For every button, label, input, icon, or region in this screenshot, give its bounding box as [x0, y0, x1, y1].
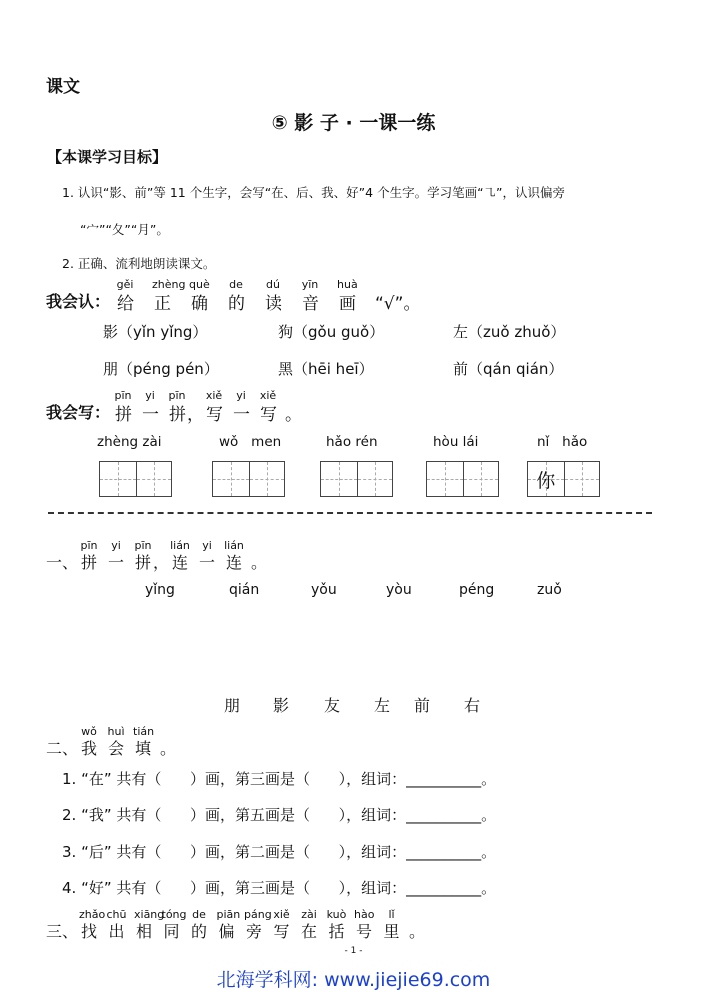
recognize-row-1-item-2 — [278, 321, 384, 342]
option-pinyin: （qán qián） — [468, 360, 564, 378]
instruction-char: 拼 — [81, 553, 98, 572]
section-3-number: 三、 — [46, 922, 79, 941]
match-pinyin-3[interactable]: yǒu — [311, 582, 337, 598]
pinyin-annotation: hào — [354, 908, 375, 921]
recognize-label: 我会认： — [46, 292, 111, 311]
instruction-char: 找 — [81, 922, 98, 941]
pinyin-annotation: yīn — [301, 278, 319, 291]
pinyin-annotation: yi — [111, 539, 121, 552]
instruction-char: 正 — [154, 294, 171, 314]
option-char: 朋 — [103, 360, 119, 378]
option-char: 狗 — [278, 323, 294, 341]
pinyin-annotation: páng — [244, 908, 272, 921]
footer-website[interactable]: 北海学科网: www.jiejie69.com — [216, 969, 491, 991]
instruction-char: 写 — [206, 405, 223, 425]
page-number: - 1 - — [344, 946, 363, 956]
pinyin-annotation: tóng — [161, 908, 187, 921]
fill-item-4[interactable]: 4. “好” 共有（ ）画，第三画是（ ），组词：__________。 — [62, 879, 497, 897]
instruction-char: 拼 — [169, 405, 186, 425]
instruction-tail: 。 — [251, 553, 268, 572]
writing-cell[interactable] — [564, 462, 600, 496]
pinyin-annotation: yi — [145, 389, 155, 402]
instruction-char: 确 — [191, 294, 208, 314]
instruction-char: 拼 — [115, 405, 132, 425]
instruction-char: 一 — [233, 405, 250, 425]
write-word-1-pinyin: zhèng zài — [97, 434, 162, 450]
pinyin-annotation: xiāng — [134, 908, 165, 921]
option-pinyin: （hēi heī） — [293, 360, 374, 378]
match-pinyin-1[interactable]: yǐng — [145, 582, 175, 598]
pinyin-annotation: de — [229, 278, 243, 291]
option-char: 影 — [103, 323, 119, 341]
section-label: 课文 — [46, 77, 80, 97]
write-word-2-pinyin: wǒ men — [219, 434, 282, 450]
writing-cell[interactable]: 你 — [528, 462, 564, 496]
pinyin-annotation: chū — [106, 908, 127, 921]
option-pinyin: （yǐn yǐng） — [118, 323, 208, 341]
pinyin-annotation: pīn — [114, 389, 132, 402]
match-char-2[interactable]: 影 — [273, 696, 290, 715]
option-char: 前 — [453, 360, 469, 378]
recognize-row-2-item-3 — [453, 358, 563, 379]
pinyin-annotation: pīn — [168, 389, 186, 402]
writing-box[interactable] — [527, 461, 600, 497]
instruction-char: 拼 — [135, 553, 152, 572]
instruction-period: 。 — [285, 405, 302, 425]
instruction-tail: 。 — [409, 922, 426, 941]
instruction-char: 同 — [163, 922, 180, 941]
match-char-5[interactable]: 前 — [414, 696, 431, 715]
writing-box[interactable] — [426, 461, 499, 497]
cut-line-divider — [48, 512, 652, 514]
instruction-char: 号 — [356, 922, 373, 941]
instruction-char: 画 — [339, 294, 356, 314]
write-label: 我会写： — [46, 403, 111, 422]
option-pinyin: （zuǒ zhuǒ） — [468, 323, 566, 341]
fill-item-2[interactable]: 2. “我” 共有（ ）画，第五画是（ ），组词：__________。 — [62, 806, 497, 824]
instruction-char: 给 — [117, 294, 134, 314]
match-pinyin-2[interactable]: qián — [229, 582, 260, 598]
instruction-tail: 。 — [160, 739, 177, 758]
instruction-comma: ， — [187, 405, 204, 425]
pinyin-annotation: dú — [266, 278, 280, 291]
recognize-row-1-item-1 — [103, 321, 207, 342]
writing-cell[interactable] — [136, 462, 172, 496]
instruction-char: 一 — [199, 553, 216, 572]
pinyin-annotation: lián — [170, 539, 190, 552]
instruction-char: 连 — [172, 553, 189, 572]
match-char-1[interactable]: 朋 — [224, 696, 241, 715]
instruction-char: 我 — [81, 739, 98, 758]
section-1-number: 一、 — [46, 553, 79, 572]
pinyin-annotation: zài — [301, 908, 317, 921]
fill-item-1[interactable]: 1. “在” 共有（ ）画，第三画是（ ），组词：__________。 — [62, 770, 497, 788]
writing-cell[interactable] — [249, 462, 285, 496]
writing-box[interactable] — [212, 461, 285, 497]
match-char-3[interactable]: 友 — [324, 696, 341, 715]
pinyin-annotation: yi — [236, 389, 246, 402]
instruction-char: 旁 — [246, 922, 263, 941]
instruction-char: 偏 — [218, 922, 235, 941]
instruction-char: 一 — [108, 553, 125, 572]
instruction-char: 在 — [301, 922, 318, 941]
instruction-comma: ， — [153, 553, 170, 572]
writing-box[interactable] — [99, 461, 172, 497]
pinyin-annotation: huà — [337, 278, 358, 291]
pinyin-annotation: zhǎo — [79, 908, 106, 921]
instruction-char: 一 — [142, 405, 159, 425]
option-pinyin: （gǒu guǒ） — [293, 323, 385, 341]
recognize-row-2-item-1 — [103, 358, 219, 379]
objective-1-line-1: 1. 认识“影、前”等 11 个生字，会写“在、后、我、好”4 个生字。学习笔画“㇈”，认识偏旁 — [62, 185, 566, 200]
page-title: ⑤ 影 子 · 一课一练 — [271, 112, 436, 134]
pinyin-annotation: gěi — [116, 278, 134, 291]
pinyin-annotation: tián — [133, 725, 155, 738]
objectives-heading: 【本课学习目标】 — [47, 148, 168, 166]
instruction-char: 出 — [108, 922, 125, 941]
objective-2: 2. 正确、流利地朗读课文。 — [62, 256, 216, 271]
instruction-char: 音 — [302, 294, 319, 314]
option-pinyin: （péng pén） — [118, 360, 219, 378]
instruction-char: 括 — [328, 922, 345, 941]
pinyin-annotation: lǐ — [388, 908, 395, 921]
objective-1-line-2: “宀”“夂”“月”。 — [80, 222, 169, 237]
pinyin-annotation: kuò — [326, 908, 347, 921]
pinyin-annotation: lián — [224, 539, 244, 552]
instruction-char: 相 — [136, 922, 153, 941]
write-word-5-pinyin: nǐ hǎo — [537, 434, 588, 450]
pinyin-annotation: xiě — [259, 389, 277, 402]
writing-cell[interactable] — [427, 462, 463, 496]
writing-box[interactable] — [320, 461, 393, 497]
pinyin-annotation: què — [189, 278, 210, 291]
pinyin-annotation: zhèng — [152, 278, 186, 291]
instruction-char: 写 — [273, 922, 290, 941]
match-char-6[interactable]: 右 — [464, 696, 481, 715]
writing-cell[interactable] — [100, 462, 136, 496]
writing-cell[interactable] — [213, 462, 249, 496]
pinyin-annotation: huì — [107, 725, 125, 738]
section-2-number: 二、 — [46, 739, 79, 758]
pinyin-annotation: wǒ — [81, 725, 97, 738]
recognize-row-1-item-3 — [453, 321, 565, 342]
recognize-tail: “√”。 — [375, 294, 421, 314]
instruction-char: 的 — [228, 294, 245, 314]
match-pinyin-5[interactable]: péng — [459, 582, 495, 598]
pinyin-annotation: piān — [216, 908, 241, 921]
write-word-4-pinyin: hòu lái — [433, 434, 479, 450]
pinyin-annotation: yi — [202, 539, 212, 552]
match-pinyin-4[interactable]: yòu — [386, 582, 412, 598]
instruction-char: 写 — [260, 405, 277, 425]
option-char: 黑 — [278, 360, 294, 378]
pinyin-annotation: xiě — [273, 908, 290, 921]
write-word-3-pinyin: hǎo rén — [326, 434, 378, 450]
writing-cell[interactable] — [357, 462, 393, 496]
pinyin-annotation: de — [192, 908, 206, 921]
instruction-char: 的 — [191, 922, 208, 941]
instruction-char: 读 — [265, 294, 282, 314]
match-pinyin-6[interactable]: zuǒ — [537, 582, 562, 598]
pinyin-annotation: pīn — [134, 539, 152, 552]
writing-cell[interactable] — [463, 462, 499, 496]
writing-cell[interactable] — [321, 462, 357, 496]
instruction-char: 填 — [135, 739, 152, 758]
match-char-4[interactable]: 左 — [374, 696, 391, 715]
instruction-char: 连 — [226, 553, 243, 572]
recognize-row-2-item-2 — [278, 358, 374, 379]
pinyin-annotation: pīn — [80, 539, 98, 552]
fill-item-3[interactable]: 3. “后” 共有（ ）画，第二画是（ ），组词：__________。 — [62, 843, 497, 861]
option-char: 左 — [453, 323, 469, 341]
instruction-char: 会 — [108, 739, 125, 758]
pinyin-annotation: xiě — [205, 389, 223, 402]
instruction-char: 里 — [383, 922, 400, 941]
